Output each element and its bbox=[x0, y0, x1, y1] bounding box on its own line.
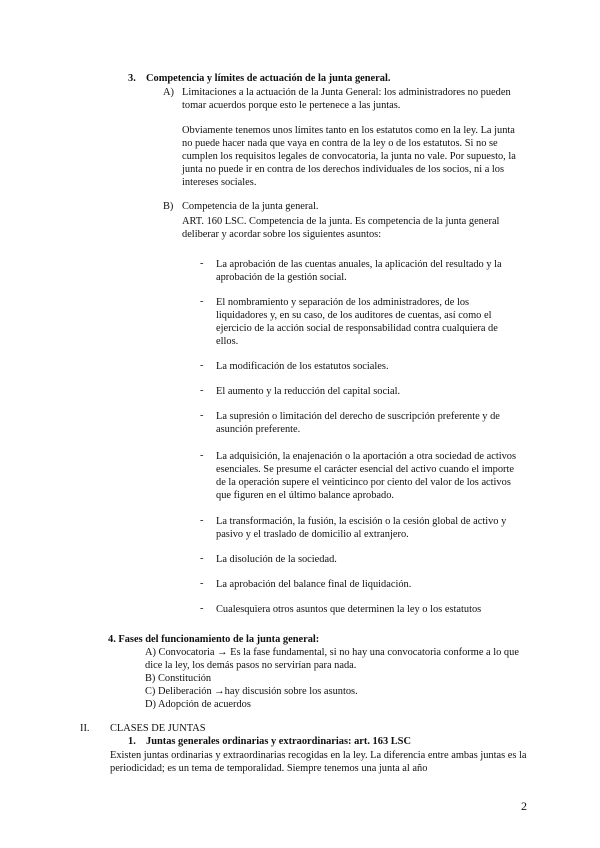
body-paragraph: Existen juntas ordinarias y extraordinarias recogidas en la ley. La diferencia entre ambas juntas es la periodicidad; es un tema de temporalidad. Siempre tenemos una junta al año bbox=[110, 750, 527, 774]
limits-paragraph: Obviamente tenemos unos límites tanto en los estatutos como en la ley. La junta no puede hacer nada que vaya en contra de la ley o de los estatutos. Si no se cumplen los requisitos legales de convocatoria, la junta no vale. Por supuesto, la junta no puede ir en contra de los derechos individuales de los socios, ni a los intereses sociales. bbox=[182, 125, 516, 188]
list-dash: - bbox=[200, 360, 204, 371]
list-item: La aprobación de las cuentas anuales, la aplicación del resultado y la aprobación de la gestión social. bbox=[216, 259, 502, 283]
list-dash: - bbox=[200, 258, 204, 269]
subsection-a-text: Limitaciones a la actuación de la Junta General: los administradores no pueden tomar acuerdos porque esto le pertenece a las juntas. bbox=[182, 87, 511, 111]
list-dash: - bbox=[200, 410, 204, 421]
list-dash: - bbox=[200, 553, 204, 564]
list-item: La transformación, la fusión, la escisión o la cesión global de activo y pasivo y el traslado de domicilio al extranjero. bbox=[216, 516, 507, 540]
list-item: La disolución de la sociedad. bbox=[216, 554, 337, 565]
subsection-b-marker: B) bbox=[163, 201, 174, 212]
phase-item: B) Constitución bbox=[145, 673, 212, 684]
section-3-number: 3. bbox=[128, 73, 136, 84]
list-item: Cualesquiera otros asuntos que determinen la ley o los estatutos bbox=[216, 604, 482, 615]
subsection-a-marker: A) bbox=[163, 87, 174, 98]
section-3-title: Competencia y límites de actuación de la junta general. bbox=[146, 73, 391, 84]
list-dash: - bbox=[200, 603, 204, 614]
list-dash: - bbox=[200, 296, 204, 307]
section-ii-number: II. bbox=[80, 723, 90, 734]
phase-item: A) Convocatoria → Es la fase fundamental, si no hay una convocatoria conforme a lo que dice la ley, los demás pasos no servirían para nada. bbox=[145, 647, 519, 671]
section-ii-title: CLASES DE JUNTAS bbox=[110, 723, 206, 734]
list-dash: - bbox=[200, 450, 204, 461]
list-dash: - bbox=[200, 578, 204, 589]
list-item: La adquisición, la enajenación o la aportación a otra sociedad de activos esenciales. Se presume el carácter esencial del activo cuando el importe de la operación supere el veinticinco por ciento del valor de los activos que figuren en el último balance aprobado. bbox=[216, 451, 517, 501]
list-item: La supresión o limitación del derecho de suscripción preferente y de asunción preferente. bbox=[216, 411, 500, 435]
subsection-b-title: Competencia de la junta general. bbox=[182, 201, 319, 212]
list-dash: - bbox=[200, 515, 204, 526]
list-item: El nombramiento y separación de los administradores, de los liquidadores y, en su caso, de los auditores de cuentas, así como el ejercicio de la acción social de responsabilidad contra cualquiera de ellos. bbox=[216, 297, 498, 347]
list-item: La modificación de los estatutos sociales. bbox=[216, 361, 389, 372]
phase-item: C) Deliberación →hay discusión sobre los asuntos. bbox=[145, 686, 358, 697]
list-item: La aprobación del balance final de liquidación. bbox=[216, 579, 412, 590]
art-160-intro: ART. 160 LSC. Competencia de la junta. Es competencia de la junta general deliberar y acordar sobre los siguientes asuntos: bbox=[182, 216, 500, 240]
subsection-1-number: 1. bbox=[128, 736, 136, 747]
subsection-1-title: Juntas generales ordinarias y extraordinarias: art. 163 LSC bbox=[146, 736, 411, 747]
section-4-title: 4. Fases del funcionamiento de la junta general: bbox=[108, 634, 320, 645]
phase-item: D) Adopción de acuerdos bbox=[145, 699, 251, 710]
page-number: 2 bbox=[521, 799, 527, 813]
list-dash: - bbox=[200, 385, 204, 396]
list-item: El aumento y la reducción del capital social. bbox=[216, 386, 401, 397]
